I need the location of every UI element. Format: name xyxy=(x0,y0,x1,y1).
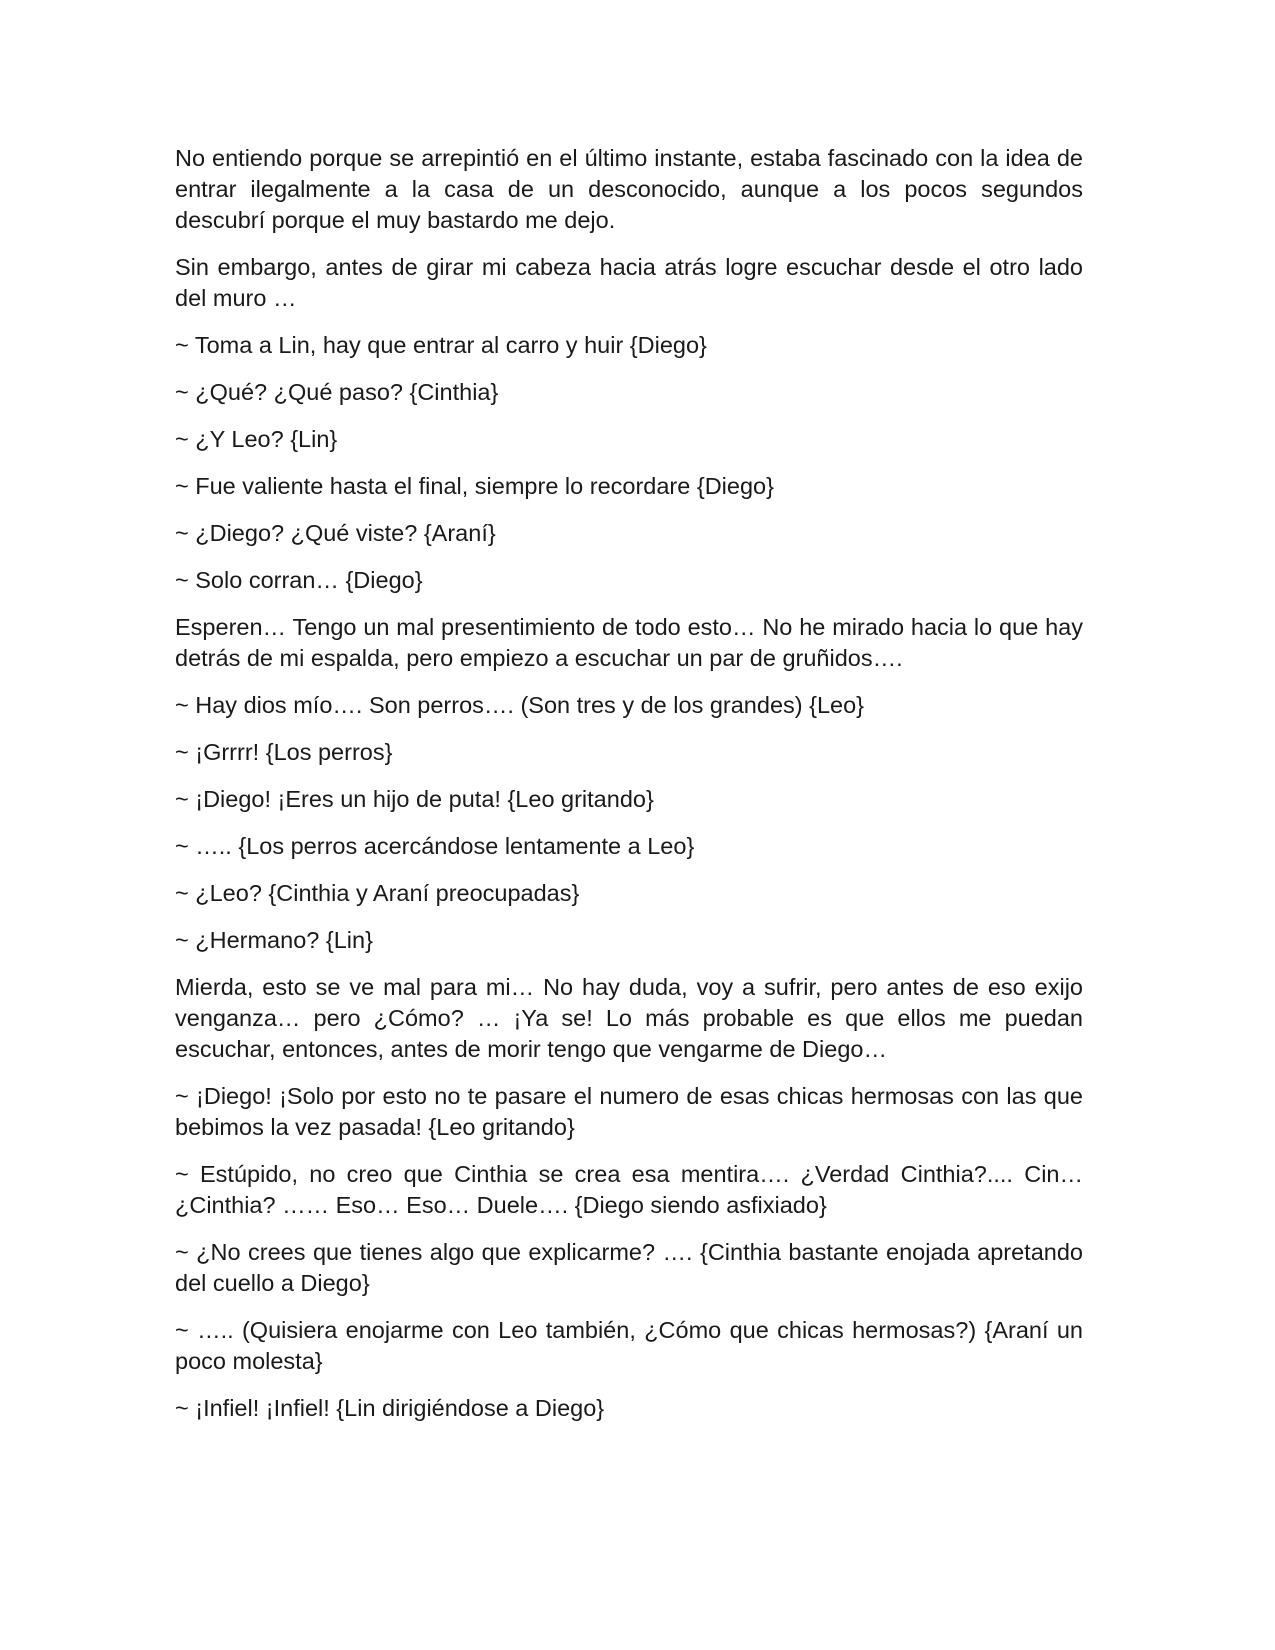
paragraph-intro: No entiendo porque se arrepintió en el último instante, estaba fascinado con la idea de entrar ilegalmente a la casa de un desconocido, aunque a los pocos segundos descubrí porque el muy bastardo me dejo. xyxy=(175,145,1083,233)
paragraph-narration: Mierda, esto se ve mal para mi… No hay duda, voy a sufrir, pero antes de eso exijo venganza… pero ¿Cómo? … ¡Ya se! Lo más probable es que ellos me puedan escuchar, entonces, antes de morir tengo que vengarme de Diego… xyxy=(175,974,1083,1062)
dialogue-line: ~ ….. {Los perros acercándose lentamente a Leo} xyxy=(175,833,695,859)
dialogue-line: ~ ¡Diego! ¡Eres un hijo de puta! {Leo gritando} xyxy=(175,786,654,812)
dialogue-line: ~ Hay dios mío…. Son perros…. (Son tres y de los grandes) {Leo} xyxy=(175,692,865,718)
paragraph-narration: Sin embargo, antes de girar mi cabeza hacia atrás logre escuchar desde el otro lado del muro … xyxy=(175,254,1083,311)
dialogue-line: ~ Toma a Lin, hay que entrar al carro y huir {Diego} xyxy=(175,332,707,358)
dialogue-line: ~ ¡Diego! ¡Solo por esto no te pasare el numero de esas chicas hermosas con las que bebimos la vez pasada! {Leo gritando} xyxy=(175,1083,1083,1140)
dialogue-line: ~ ¡Grrrr! {Los perros} xyxy=(175,739,393,765)
paragraph-narration: Esperen… Tengo un mal presentimiento de todo esto… No he mirado hacia lo que hay detrás de mi espalda, pero empiezo a escuchar un par de gruñidos…. xyxy=(175,614,1083,671)
document-body xyxy=(175,143,1083,1440)
dialogue-line: ~ ¿Y Leo? {Lin} xyxy=(175,426,338,452)
dialogue-line: ~ ¡Infiel! ¡Infiel! {Lin dirigiéndose a Diego} xyxy=(175,1395,605,1421)
dialogue-line: ~ ….. (Quisiera enojarme con Leo también, ¿Cómo que chicas hermosas?) {Araní un poco molesta} xyxy=(175,1317,1083,1374)
dialogue-line: ~ ¿Diego? ¿Qué viste? {Araní} xyxy=(175,520,496,546)
dialogue-line: ~ ¿No crees que tienes algo que explicarme? …. {Cinthia bastante enojada apretando del cuello a Diego} xyxy=(175,1239,1083,1296)
dialogue-line: ~ ¿Qué? ¿Qué paso? {Cinthia} xyxy=(175,379,499,405)
dialogue-line: ~ ¿Leo? {Cinthia y Araní preocupadas} xyxy=(175,880,580,906)
dialogue-line: ~ Solo corran… {Diego} xyxy=(175,567,423,593)
dialogue-line: ~ ¿Hermano? {Lin} xyxy=(175,927,373,953)
dialogue-line: ~ Fue valiente hasta el final, siempre lo recordare {Diego} xyxy=(175,473,774,499)
dialogue-line: ~ Estúpido, no creo que Cinthia se crea esa mentira…. ¿Verdad Cinthia?.... Cin… ¿Cinthia? …… Eso… Eso… Duele…. {Diego siendo asfixiado} xyxy=(175,1161,1083,1218)
